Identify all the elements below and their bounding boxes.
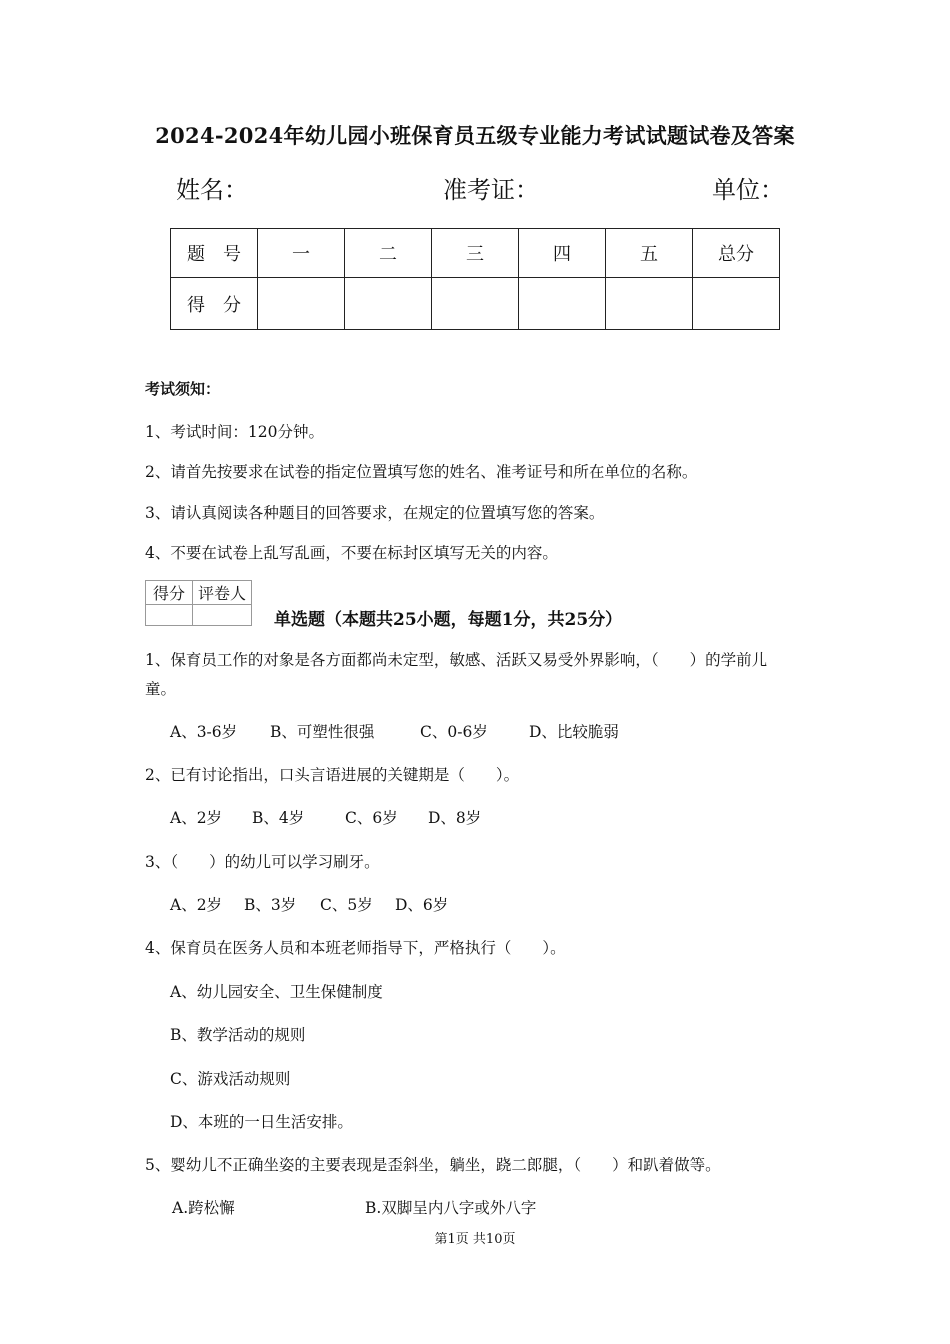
grader-name-cell[interactable] — [193, 605, 252, 626]
exam-number-field-label: 准考证： — [443, 176, 539, 204]
score-cell[interactable] — [432, 278, 519, 330]
answer-option[interactable]: B、可塑性很强 — [270, 723, 375, 741]
answer-option[interactable]: B.双脚呈内八字或外八字 — [365, 1199, 537, 1217]
answer-option[interactable]: C、6岁 — [345, 809, 398, 827]
question-stem: 4、保育员在医务人员和本班老师指导下，严格执行（ ）。 — [145, 939, 566, 957]
grader-score-label: 得分 — [146, 581, 193, 605]
score-table-header-row — [171, 229, 780, 278]
answer-option[interactable]: A.跨松懈 — [172, 1199, 235, 1217]
answer-option[interactable]: D、6岁 — [395, 896, 449, 914]
answer-option[interactable]: A、3-6岁 — [170, 723, 238, 741]
score-row-label: 得 分 — [171, 278, 258, 330]
notice-item: 1、考试时间：120分钟。 — [145, 423, 324, 441]
name-field-label: 姓名： — [176, 176, 248, 204]
score-header-cell: 五 — [606, 229, 693, 278]
answer-option[interactable]: A、2岁 — [170, 896, 223, 914]
score-header-cell: 三 — [432, 229, 519, 278]
score-header-cell: 四 — [519, 229, 606, 278]
notice-item: 2、请首先按要求在试卷的指定位置填写您的姓名、准考证号和所在单位的名称。 — [145, 463, 698, 481]
answer-option[interactable]: D、比较脆弱 — [529, 723, 619, 741]
answer-option[interactable]: A、2岁 — [170, 809, 223, 827]
section-title: 单选题（本题共25小题，每题1分，共25分） — [274, 610, 623, 630]
notice-item: 3、请认真阅读各种题目的回答要求，在规定的位置填写您的答案。 — [145, 504, 605, 522]
answer-option[interactable]: D、本班的一日生活安排。 — [170, 1113, 353, 1131]
score-cell[interactable] — [519, 278, 606, 330]
score-cell[interactable] — [693, 278, 780, 330]
answer-option[interactable]: B、教学活动的规则 — [170, 1026, 306, 1044]
answer-option[interactable]: C、0-6岁 — [420, 723, 488, 741]
grader-score-cell[interactable] — [146, 605, 193, 626]
answer-option[interactable]: C、5岁 — [320, 896, 373, 914]
score-header-cell: 二 — [345, 229, 432, 278]
score-header-cell: 总分 — [693, 229, 780, 278]
notice-heading: 考试须知： — [145, 380, 221, 398]
page-footer: 第1页 共10页 — [434, 1232, 516, 1247]
answer-option[interactable]: B、3岁 — [244, 896, 297, 914]
page-title: 2024-2024年幼儿园小班保育员五级专业能力考试试题试卷及答案 — [155, 123, 795, 148]
question-stem: 2、已有讨论指出，口头言语进展的关键期是（ ）。 — [145, 766, 520, 784]
score-cell[interactable] — [345, 278, 432, 330]
answer-option[interactable]: A、幼儿园安全、卫生保健制度 — [170, 983, 383, 1001]
score-header-cell: 题 号 — [171, 229, 258, 278]
question-stem: 1、保育员工作的对象是各方面都尚未定型，敏感、活跃又易受外界影响，（ ）的学前儿 — [145, 651, 768, 669]
grader-box — [145, 580, 252, 626]
answer-option[interactable]: D、8岁 — [428, 809, 482, 827]
score-table-score-row — [171, 278, 780, 330]
score-header-cell: 一 — [258, 229, 345, 278]
score-cell[interactable] — [258, 278, 345, 330]
grader-name-label: 评卷人 — [193, 581, 252, 605]
answer-option[interactable]: B、4岁 — [252, 809, 305, 827]
answer-option[interactable]: C、游戏活动规则 — [170, 1070, 291, 1088]
unit-field-label: 单位： — [712, 176, 784, 204]
question-stem-continued: 童。 — [145, 680, 177, 698]
question-stem: 3、（ ）的幼儿可以学习刷牙。 — [145, 853, 380, 871]
notice-item: 4、不要在试卷上乱写乱画，不要在标封区填写无关的内容。 — [145, 544, 558, 562]
score-table — [170, 228, 780, 330]
score-cell[interactable] — [606, 278, 693, 330]
question-stem: 5、婴幼儿不正确坐姿的主要表现是歪斜坐，躺坐，跷二郎腿，（ ）和趴着做等。 — [145, 1156, 721, 1174]
